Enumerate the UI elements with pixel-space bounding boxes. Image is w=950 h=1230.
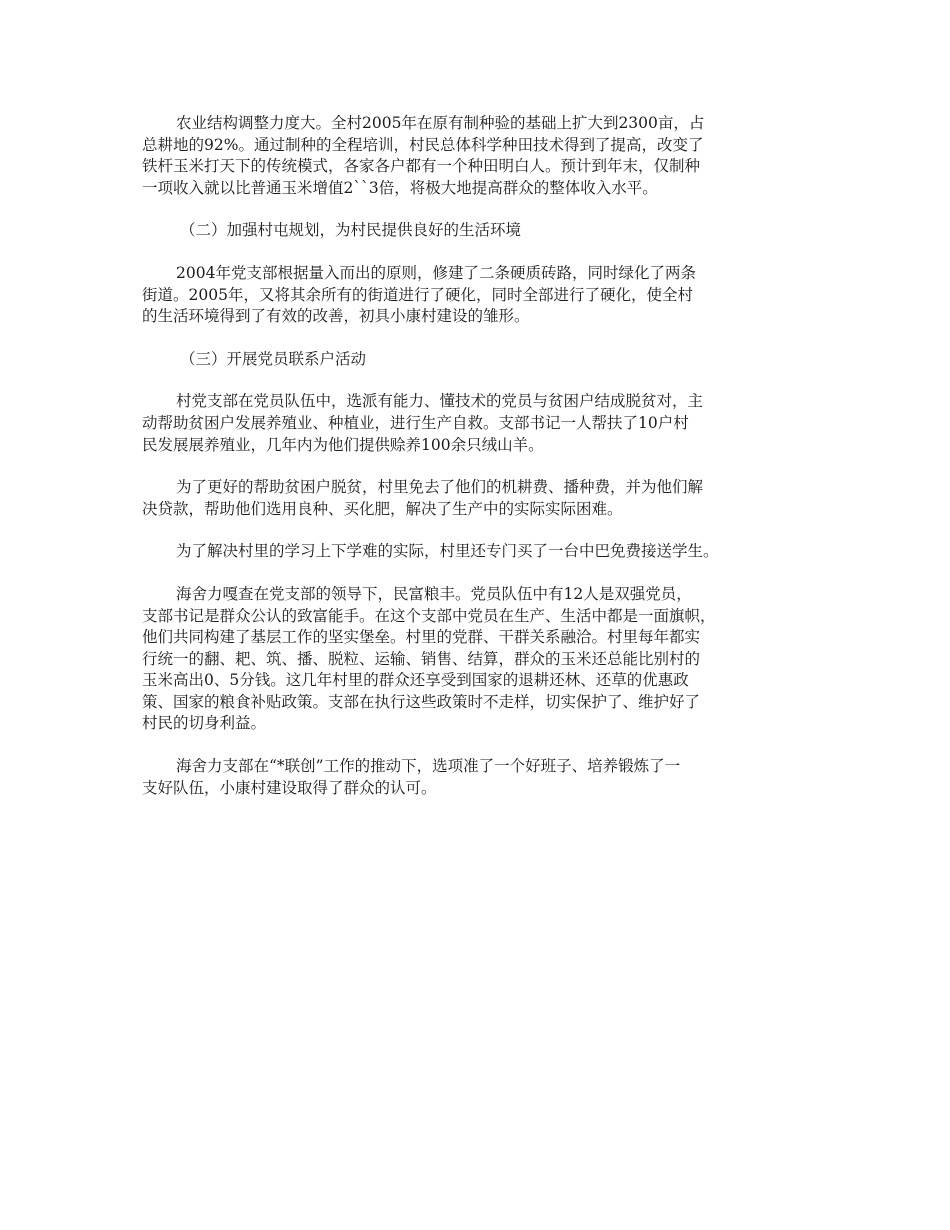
paragraph-branch-leadership <box>142 584 810 735</box>
text-line: 海舍力支部在“*联创”工作的推动下，选项准了一个好班子、培养锻炼了一 <box>176 757 681 776</box>
paragraph-agriculture-structure <box>142 113 810 199</box>
text-line: 为了更好的帮助贫困户脱贫，村里免去了他们的机耕费、播种费，并为他们解 <box>176 478 704 497</box>
text-line: 支好队伍，小康村建设取得了群众的认可。 <box>142 778 437 797</box>
text-line: 策、国家的粮食补贴政策。支部在执行这些政策时不走样，切实保护了、维护好了 <box>142 692 701 711</box>
text-line: 村民的切身利益。 <box>142 714 267 733</box>
text-line: 铁杆玉米打天下的传统模式，各家各户都有一个种田明白人。预计到年末，仅制种 <box>142 157 701 176</box>
section-heading-party-member-contact <box>142 349 810 371</box>
paragraph-school-bus <box>142 541 810 563</box>
text-line: 行统一的翻、耙、筑、播、脱粒、运输、销售、结算，群众的玉米还总能比别村的 <box>142 649 701 668</box>
text-line: 村党支部在党员队伍中，选派有能力、懂技术的党员与贫困户结成脱贫对，主 <box>176 392 704 411</box>
text-line: 他们共同构建了基层工作的坚实堡垒。村里的党群、干群关系融洽。村里每年都实 <box>142 628 701 647</box>
text-line: 2004年党支部根据量入而出的原则，修建了二条硬质砖路，同时绿化了两条 <box>176 263 696 282</box>
heading-text: （三）开展党员联系户活动 <box>180 349 367 368</box>
text-line: 的生活环境得到了有效的改善，初具小康村建设的雏形。 <box>142 307 530 326</box>
text-line: 动帮助贫困户发展养殖业、种植业，进行生产自救。支部书记一人帮扶了10户村 <box>142 413 689 432</box>
text-line: 决贷款，帮助他们选用良种、买化肥，解决了生产中的实际实际困难。 <box>142 499 623 518</box>
text-line: 玉米高出0、5分钱。这几年村里的群众还享受到国家的退耕还林、还草的优惠政 <box>142 671 689 690</box>
text-line: 为了解决村里的学习上下学难的实际，村里还专门买了一台中巴免费接送学生。 <box>176 542 719 561</box>
section-heading-village-planning <box>142 220 810 242</box>
text-line: 民发展展养殖业，几年内为他们提供赊养100余只绒山羊。 <box>142 435 544 454</box>
heading-text: （二）加强村屯规划，为村民提供良好的生活环境 <box>180 221 522 240</box>
text-line: 海舍力嘎查在党支部的领导下，民富粮丰。党员队伍中有12人是双强党员， <box>176 584 692 603</box>
text-line: 支部书记是群众公认的致富能手。在这个支部中党员在生产、生活中都是一面旗帜， <box>142 606 716 625</box>
text-line: 一项收入就以比普通玉米增值2``3倍，将极大地提高群众的整体收入水平。 <box>142 178 658 197</box>
paragraph-poverty-pairing <box>142 391 810 456</box>
paragraph-road-construction <box>142 263 810 328</box>
text-line: 总耕地的92%。通过制种的全程培训，村民总体科学种田技术得到了提高，改变了 <box>142 135 704 154</box>
text-line: 农业结构调整力度大。全村2005年在原有制种验的基础上扩大到2300亩，占 <box>176 114 705 132</box>
text-line: 街道。2005年，又将其余所有的街道进行了硬化，同时全部进行了硬化，使全村 <box>142 285 693 304</box>
document-page <box>142 113 810 820</box>
paragraph-fee-waiver <box>142 477 810 520</box>
paragraph-conclusion <box>142 756 810 799</box>
